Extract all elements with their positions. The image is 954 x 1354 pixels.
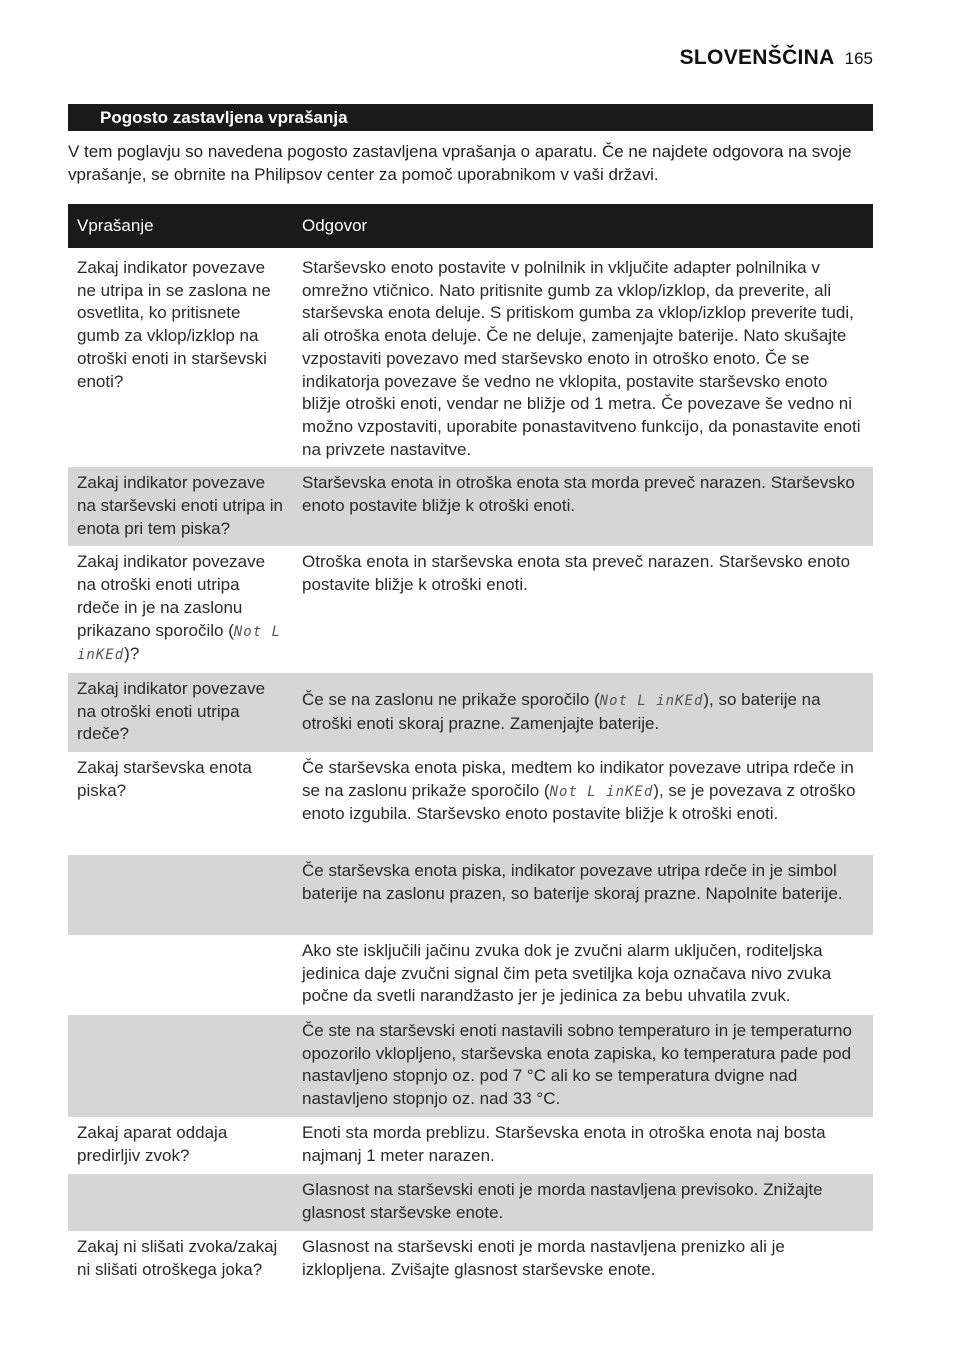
answer-cell: Ako ste isključili jačinu zvuka dok je zvučni alarm uključen, roditeljska jedinica daje zvučni signal čim peta svetiljka koja označava nivo zvuka počne da svetli narandžasto jer je jedinica za bebu uhvatila zvuk.: [302, 941, 832, 1006]
answer-cell: Starševsko enoto postavite v polnilnik in vključite adapter polnilnika v omrežno vtičnico. Nato pritisnite gumb za vklop/izklop, da preverite, ali starševska enota deluje. S pritiskom gumba za vklop/izklop preverite tudi, ali otroška enota deluje. Če ne deluje, zamenjajte baterije. Nato skušajte vzpostaviti povezavo med starševsko enoto in otroško enoto. Če se indikatorja povezave še vedno ne vklopita, postavite starševsko enoto bližje otroški enoti, vendar ne bližje od 1 metra. Če povezave še vedno ni možno vzpostaviti, uporabite ponastavitveno funkcijo, da ponastavite enoti na privzete nastavitve.: [302, 258, 861, 459]
table-row: [68, 1117, 873, 1174]
table-row: [68, 752, 873, 855]
answer-text: ), se je povezava z otroško enoto izgubila. Starševsko enoto postavite bližje k otroški enoti.: [302, 780, 856, 824]
question-cell: [68, 1015, 293, 1117]
question-cell: Zakaj ni slišati zvoka/zakaj ni slišati otroškega joka?: [77, 1237, 278, 1279]
question-cell: Zakaj indikator povezave na otroški enoti utripa rdeče?: [68, 673, 293, 752]
question-cell: Zakaj indikator povezave ne utripa in se zaslona ne osvetlita, ko pritisnete gumb za vklop/izklop na otroški enoti in starševski enoti?: [77, 258, 271, 391]
table-row: [68, 546, 873, 673]
not-linked-message: Not L inKEd: [549, 783, 654, 800]
table-row: [68, 248, 873, 467]
table-row: [68, 467, 873, 546]
table-row: [68, 935, 873, 1015]
column-header-question: Vprašanje: [68, 204, 293, 248]
not-linked-message: Not L inKEd: [599, 692, 704, 709]
column-header-answer: Odgovor: [293, 204, 873, 248]
question-cell: Zakaj starševska enota piska?: [77, 758, 252, 800]
question-cell: [68, 1174, 293, 1231]
question-text: Zakaj indikator povezave na otroški enoti utripa rdeče in je na zaslonu prikazano sporočilo (: [77, 552, 266, 640]
page-number: 165: [844, 49, 873, 68]
answer-text: Če se na zaslonu ne prikaže sporočilo (: [302, 689, 600, 709]
question-cell: [68, 546, 293, 673]
faq-table: [68, 204, 873, 1288]
page-header: [680, 46, 873, 70]
table-row: [68, 1174, 873, 1231]
table-row: [68, 1231, 873, 1288]
table-row: [68, 855, 873, 935]
question-cell: [68, 935, 293, 1015]
answer-cell: Glasnost na starševski enoti je morda nastavljena prenizko ali je izklopljena. Zvišajte glasnost starševske enote.: [302, 1237, 785, 1279]
answer-cell: Enoti sta morda preblizu. Starševska enota in otroška enota naj bosta najmanj 1 meter narazen.: [302, 1123, 826, 1165]
answer-cell: Otroška enota in starševska enota sta preveč narazen. Starševsko enoto postavite bližje k otroški enoti.: [302, 552, 851, 595]
question-cell: [68, 855, 293, 935]
intro-paragraph: V tem poglavju so navedena pogosto zastavljena vprašanja o aparatu. Če ne najdete odgovora na svoje vprašanje, se obrnite na Philipsov center za pomoč uporabnikom v vaši državi.: [68, 142, 852, 184]
section-title: Pogosto zastavljena vprašanja: [68, 104, 873, 131]
answer-cell: [293, 752, 873, 855]
question-text: )?: [124, 644, 140, 664]
table-row: [68, 1015, 873, 1117]
answer-cell: Glasnost na starševski enoti je morda nastavljena previsoko. Znižajte glasnost starševske enote.: [293, 1174, 873, 1231]
question-cell: Zakaj indikator povezave na starševski enoti utripa in enota pri tem piska?: [68, 467, 293, 546]
answer-text: ), so baterije na otroški enoti skoraj prazne. Zamenjajte baterije.: [302, 689, 821, 733]
table-header-row: [68, 204, 873, 248]
answer-text: Če starševska enota piska, medtem ko indikator povezave utripa rdeče in se na zaslonu prikaže sporočilo (: [302, 758, 854, 800]
answer-cell: [293, 673, 873, 752]
answer-cell: Če ste na starševski enoti nastavili sobno temperaturo in je temperaturno opozorilo vklopljeno, starševska enota zapiska, ko temperatura pade pod nastavljeno stopnjo oz. pod 7 °C ali ko se temperatura dvigne nad nastavljeno stopnjo oz. nad 33 °C.: [293, 1015, 873, 1117]
answer-cell: Če starševska enota piska, indikator povezave utripa rdeče in je simbol baterije na zaslonu prazen, so baterije skoraj prazne. Napolnite baterije.: [293, 855, 873, 935]
table-row: [68, 673, 873, 752]
language-title: SLOVENŠČINA: [679, 46, 835, 69]
not-linked-message: Not L inKEd: [77, 623, 282, 664]
answer-cell: Starševska enota in otroška enota sta morda preveč narazen. Starševsko enoto postavite bližje k otroški enoti.: [293, 467, 873, 546]
question-cell: Zakaj aparat oddaja predirljiv zvok?: [77, 1123, 228, 1165]
